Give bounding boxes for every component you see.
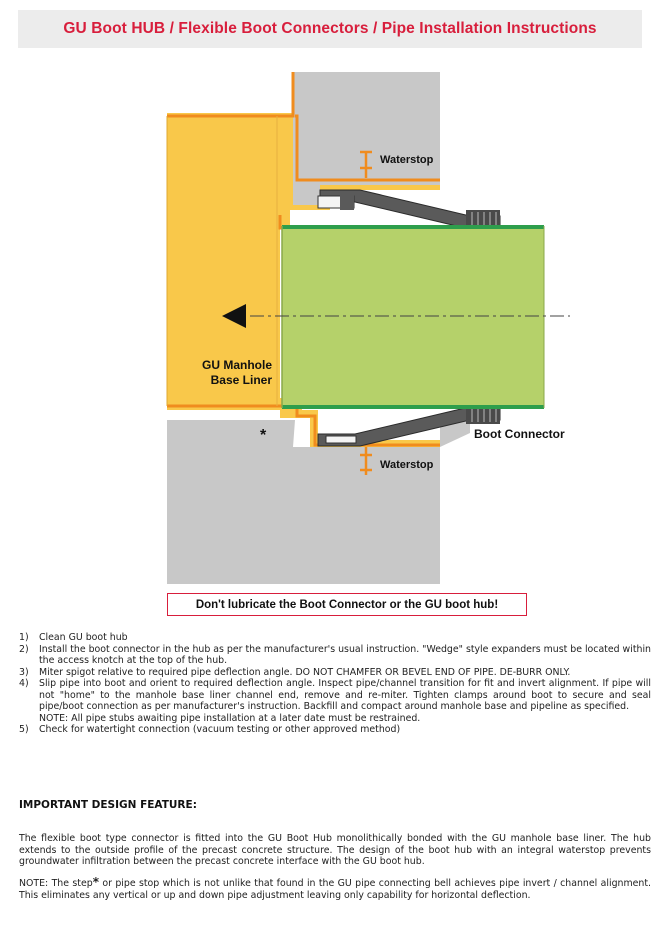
label-waterstop-top: Waterstop: [380, 154, 434, 166]
step-number: 3): [19, 666, 29, 678]
page-title: GU Boot HUB / Flexible Boot Connectors / Pipe Installation Instructions: [63, 20, 597, 37]
step-text: Slip pipe into boot and orient to required deflection angle. Inspect pipe/channel transition for fit and invert alignment. If pipe will not "home" to the manhole base liner channel end, remove and re-miter. Tighten clamps around boot to secure and seal pipe/boot connection as per manufacturer's instruction. Backfill and compact around manhole base and pipeline as specified.: [39, 678, 651, 712]
label-boot-connector: Boot Connector: [474, 427, 565, 441]
note-star: *: [92, 875, 99, 889]
wedge-expander-bottom: [326, 436, 356, 443]
step-number: 2): [19, 643, 29, 655]
step-number: 4): [19, 678, 29, 689]
note-prefix: NOTE: The step: [19, 878, 93, 889]
step-text: Miter spigot relative to required pipe deflection angle. DO NOT CHAMFER OR BEVEL END OF PIPE. DE-BURR ONLY.: [39, 666, 571, 678]
step-note-text: NOTE: All pipe stubs awaiting pipe installation at a later date must be restrained.: [39, 712, 421, 724]
design-feature-paragraph: The flexible boot type connector is fitted into the GU Boot Hub monolithically bonded with the GU manhole base liner. The hub extends to the outside profile of the precast concrete structure. The design of the boot hub with an integral waterstop prevents groundwater infiltration between the precast concrete interface with the GU boot hub.: [19, 833, 651, 867]
label-liner-line2: Base Liner: [210, 373, 272, 387]
step-5: [19, 724, 651, 736]
step-1: [19, 632, 651, 644]
step-3: [19, 667, 651, 679]
step-text: Check for watertight connection (vacuum testing or other approved method): [39, 724, 401, 735]
step-2: [19, 644, 651, 667]
note-suffix: or pipe stop which is not unlike that found in the GU pipe connecting bell achieves pipe invert / channel alignment. This eliminates any vertical or up and down pipe adjustment leaving only capability for horizontal deflection.: [19, 878, 651, 901]
installation-steps: [19, 632, 651, 736]
pipe: [282, 226, 544, 408]
label-step-marker: *: [260, 427, 267, 444]
step-number: 1): [19, 632, 29, 643]
step-number: [19, 713, 39, 725]
step-number: 5): [19, 724, 29, 735]
step-text: Install the boot connector in the hub as per the manufacturer's usual instruction. "Wedge" style expanders must be located within the access knotch at the top of the hub.: [39, 643, 651, 666]
wedge-expander-top-cap: [340, 194, 354, 210]
design-feature-heading: IMPORTANT DESIGN FEATURE:: [19, 799, 197, 811]
liner-edge-top: [167, 72, 293, 116]
step-4-note: [19, 713, 651, 725]
step-note-paragraph: [19, 877, 651, 901]
warning-box: Don't lubricate the Boot Connector or the GU boot hub!: [167, 593, 527, 616]
step-text: Clean GU boot hub: [39, 632, 128, 643]
label-waterstop-bottom: Waterstop: [380, 459, 434, 471]
label-liner-line1: GU Manhole: [201, 358, 272, 372]
step-4: [19, 678, 651, 713]
